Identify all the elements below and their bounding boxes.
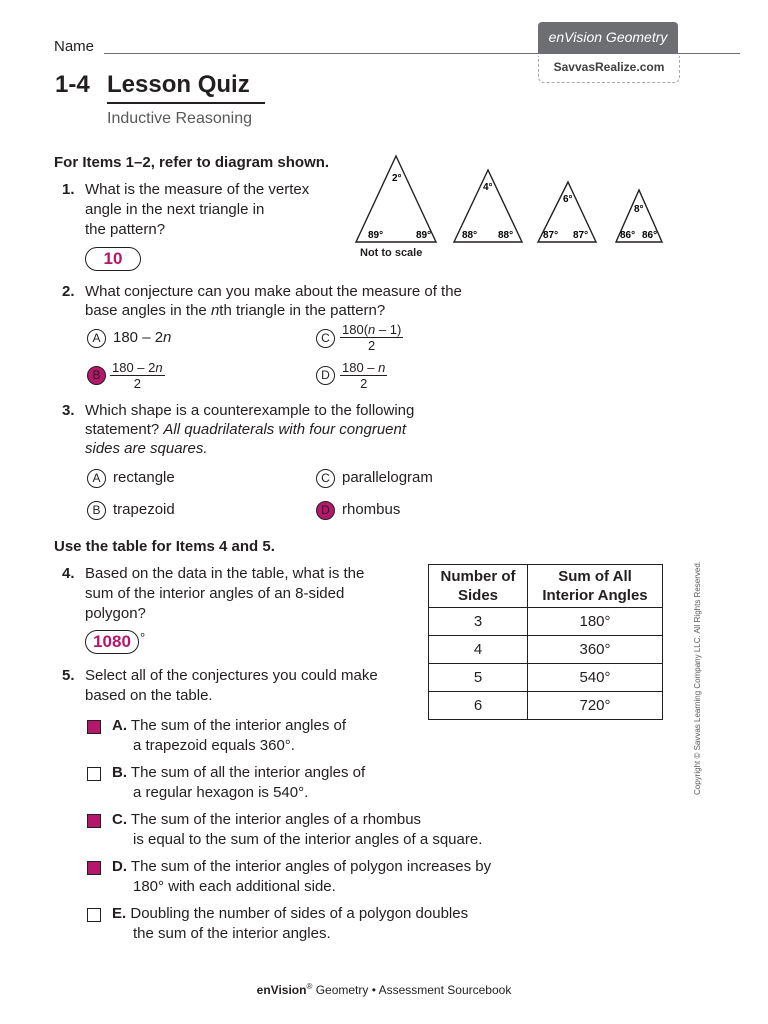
tri3-vertex: 6° xyxy=(563,194,573,205)
name-label: Name xyxy=(54,38,95,55)
name-line[interactable] xyxy=(104,53,740,54)
q5-choice-d-line1: D. The sum of the interior angles of polygon increases by xyxy=(112,858,492,875)
diagram-caption: Not to scale xyxy=(360,247,423,259)
table-cell-sides: 5 xyxy=(429,664,528,692)
q4-degree-unit: ° xyxy=(140,630,146,645)
tri4-vertex: 8° xyxy=(634,204,644,215)
q3-line2: statement? All quadrilaterals with four congruent xyxy=(85,421,407,438)
polygon-angle-table xyxy=(428,564,663,720)
q3-option-a-text: rectangle xyxy=(113,469,175,486)
tri3-right: 87° xyxy=(573,230,589,241)
table-cell-sum: 360° xyxy=(528,636,663,664)
q4-line1: Based on the data in the table, what is the xyxy=(85,565,365,582)
q5-choice-d-checkbox[interactable] xyxy=(87,861,101,875)
q3-option-a-bubble[interactable]: A xyxy=(87,469,106,488)
q3-option-d-text: rhombus xyxy=(342,501,401,518)
q4-line2: sum of the interior angles of an 8-sided xyxy=(85,585,345,602)
brand-site[interactable]: SavvasRealize.com xyxy=(538,56,680,83)
table-cell-sides: 3 xyxy=(429,608,528,636)
tri1-vertex: 2° xyxy=(392,173,402,184)
q5-choice-e-line1: E. Doubling the number of sides of a polygon doubles xyxy=(112,905,469,922)
q4-answer-box[interactable]: 1080 xyxy=(85,630,139,654)
q3-line1: Which shape is a counterexample to the following xyxy=(85,402,415,419)
q2-option-d-text: $\frac{180 - n}{2}$ xyxy=(342,360,386,391)
table-header-sides: Number of Sides xyxy=(429,565,528,608)
tri1-left: 89° xyxy=(368,230,384,241)
q1-line2: angle in the next triangle in xyxy=(85,201,265,218)
q5-choice-b-line1: B. The sum of all the interior angles of xyxy=(112,764,366,781)
table-header-sum: Sum of All Interior Angles xyxy=(528,565,663,608)
q1-line1: What is the measure of the vertex xyxy=(85,181,310,198)
q2-option-b-bubble-selected[interactable]: B xyxy=(87,366,106,385)
q2-option-a-text: 180 – 2n xyxy=(113,329,172,346)
table-cell-sum: 540° xyxy=(528,664,663,692)
q5-choice-a-checkbox[interactable] xyxy=(87,720,101,734)
table-row xyxy=(429,636,663,664)
triangle-pattern-diagram xyxy=(350,152,670,252)
lesson-subtitle: Inductive Reasoning xyxy=(107,110,252,127)
q3-option-b-text: trapezoid xyxy=(113,501,175,518)
q4-number: 4. xyxy=(62,565,75,582)
q3-option-d-bubble-selected[interactable]: D xyxy=(316,501,335,520)
copyright-notice: Copyright © Savvas Learning Company LLC. All Rights Reserved. xyxy=(693,560,702,795)
q2-option-d-bubble[interactable]: D xyxy=(316,366,335,385)
q3-option-b-bubble[interactable]: B xyxy=(87,501,106,520)
q5-choice-c-line2: is equal to the sum of the interior angles of a square. xyxy=(133,831,483,848)
q3-number: 3. xyxy=(62,402,75,419)
table-cell-sum: 720° xyxy=(528,692,663,720)
q3-option-c-text: parallelogram xyxy=(342,469,433,486)
table-cell-sides: 4 xyxy=(429,636,528,664)
title-rule xyxy=(107,102,265,104)
tri2-right: 88° xyxy=(498,230,514,241)
q2-line1: What conjecture can you make about the measure of the xyxy=(85,283,462,300)
diagram-intro: For Items 1–2, refer to diagram shown. xyxy=(54,154,330,171)
q5-choice-d-line2: 180° with each additional side. xyxy=(133,878,336,895)
q3-line3: sides are squares. xyxy=(85,440,208,457)
q5-choice-a-line1: A. The sum of the interior angles of xyxy=(112,717,347,734)
table-row xyxy=(429,692,663,720)
lesson-number: 1-4 xyxy=(55,71,90,98)
tri2-vertex: 4° xyxy=(483,182,493,193)
q5-number: 5. xyxy=(62,667,75,684)
tri4-right: 86° xyxy=(642,230,658,241)
q1-number: 1. xyxy=(62,181,75,198)
q5-line1: Select all of the conjectures you could make xyxy=(85,667,378,684)
lesson-title: Lesson Quiz xyxy=(107,71,250,98)
q5-choice-e-checkbox[interactable] xyxy=(87,908,101,922)
q2-option-c-text: $\frac{180(n - 1)}{2}$ xyxy=(342,322,402,353)
table-row xyxy=(429,664,663,692)
q1-answer-box[interactable]: 10 xyxy=(85,247,141,271)
q3-option-c-bubble[interactable]: C xyxy=(316,469,335,488)
q5-choice-e-line2: the sum of the interior angles. xyxy=(133,925,331,942)
table-row xyxy=(429,608,663,636)
tri3-left: 87° xyxy=(543,230,559,241)
q5-choice-c-checkbox[interactable] xyxy=(87,814,101,828)
q4-line3: polygon? xyxy=(85,605,146,622)
q2-number: 2. xyxy=(62,283,75,300)
tri4-left: 86° xyxy=(620,230,636,241)
q2-line2: base angles in the nth triangle in the pattern? xyxy=(85,302,386,319)
table-cell-sum: 180° xyxy=(528,608,663,636)
q5-choice-c-line1: C. The sum of the interior angles of a rhombus xyxy=(112,811,422,828)
q5-choice-a-line2: a trapezoid equals 360°. xyxy=(133,737,295,754)
table-cell-sides: 6 xyxy=(429,692,528,720)
q2-option-c-bubble[interactable]: C xyxy=(316,329,335,348)
q2-option-a-bubble[interactable]: A xyxy=(87,329,106,348)
table-header-row xyxy=(429,565,663,608)
brand-banner: enVision Geometry xyxy=(538,22,678,53)
q1-line3: the pattern? xyxy=(85,221,166,238)
table-intro: Use the table for Items 4 and 5. xyxy=(54,538,275,555)
q5-choice-b-checkbox[interactable] xyxy=(87,767,101,781)
tri2-left: 88° xyxy=(462,230,478,241)
q2-option-b-text: $\frac{180 - 2n}{2}$ xyxy=(112,360,163,391)
page-footer: enVision® Geometry • Assessment Sourcebook xyxy=(256,982,512,997)
q5-line2: based on the table. xyxy=(85,687,213,704)
tri1-right: 89° xyxy=(416,230,432,241)
q5-choice-b-line2: a regular hexagon is 540°. xyxy=(133,784,309,801)
